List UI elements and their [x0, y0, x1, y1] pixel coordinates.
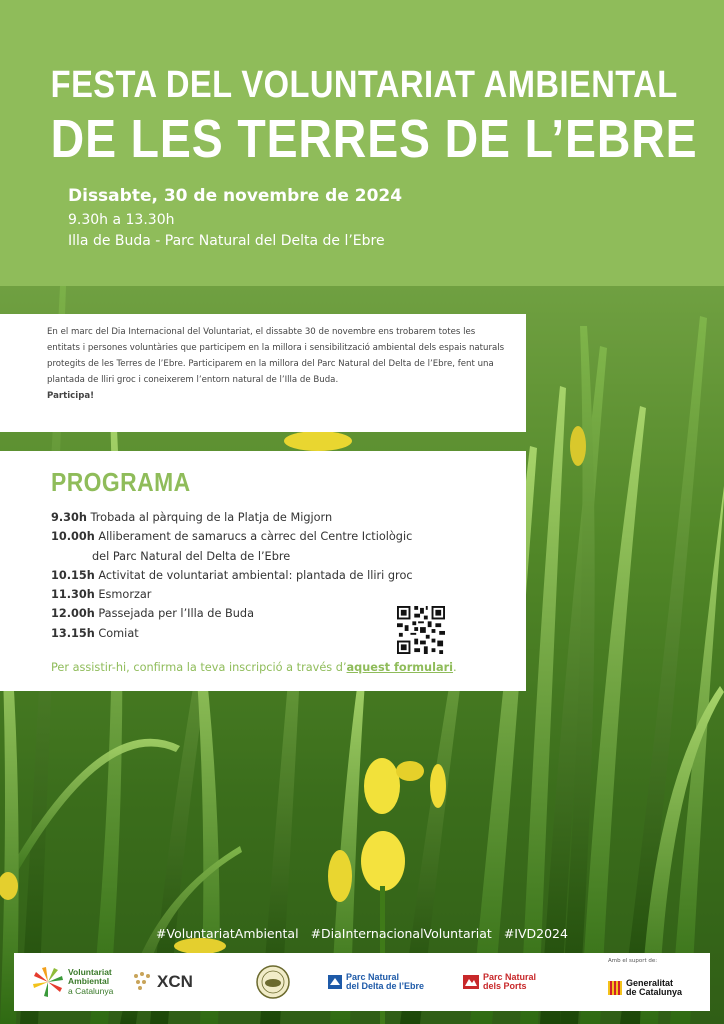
ports-logo-line1: Parc Natural: [483, 971, 537, 982]
program-item-time: 12.00h: [51, 607, 95, 621]
logo-voluntariat-ambiental: [32, 953, 113, 1011]
logo-centre-ictiologic-seal: [256, 953, 290, 1011]
program-title: PROGRAMA: [51, 467, 191, 497]
program-item-time: 13.15h: [51, 626, 95, 640]
voluntariat-logo-line1: Voluntariat: [68, 966, 112, 977]
program-item-text: Passejada per l’Illa de Buda: [98, 607, 254, 621]
generalitat-logo-line2: de Catalunya: [626, 987, 683, 997]
program-item-text: del Parc Natural del Delta de l’Ebre: [92, 549, 291, 563]
event-time: 9.30h a 13.30h: [68, 212, 175, 228]
hashtags: [0, 926, 724, 941]
program-item-time: 9.30h: [51, 511, 87, 524]
xcn-logo-icon: [130, 970, 154, 994]
program-item-time: 10.00h: [51, 530, 95, 544]
delta-logo-line2: del Delta de l’Ebre: [346, 981, 425, 991]
ports-logo-icon: [463, 975, 479, 989]
intro-card: [0, 314, 526, 432]
delta-logo-line1: Parc Natural: [346, 971, 400, 982]
program-item-time: 10.15h: [51, 568, 95, 582]
hashtag: #IVD2024: [503, 926, 568, 941]
voluntariat-logo-line3: a Catalunya: [68, 985, 114, 996]
header-banner: [0, 0, 724, 286]
program-item-text: Trobada al pàrquing de la Platja de Migjorn: [90, 511, 333, 524]
support-label: Amb el suport de:: [608, 958, 658, 964]
fish-seal-icon: [256, 965, 290, 999]
voluntariat-logo-line2: Ambiental: [68, 976, 110, 987]
intro-text: En el marc del Dia Internacional del Voluntariat, el dissabte 30 de novembre ens trobarem totes les entitats i persones voluntàries que participem en la millora i sensibilització ambiental dels espais naturals protegits de les Terres de l’Ebre. Participarem en la millora del Parc Natural del Delta de l’Ebre, fent una plantada de lliri groc i coneixerem l’entorn natural de l’Illa de Buda.: [47, 327, 505, 385]
confirm-text: [51, 661, 457, 674]
event-date: Dissabte, 30 de novembre de 2024: [68, 186, 403, 206]
confirm-prefix: Per assistir-hi, confirma la teva inscripció a través d’: [51, 661, 347, 674]
sunburst-logo-icon: [32, 966, 64, 998]
sponsor-logo-bar: [14, 953, 710, 1011]
program-item-continued: [51, 547, 471, 566]
hashtag: #VoluntariatAmbiental: [156, 926, 299, 941]
program-item: [51, 585, 471, 604]
program-item-time: 11.30h: [51, 588, 95, 602]
ports-logo-line2: dels Ports: [483, 981, 527, 991]
logo-parc-natural-ports: [463, 953, 536, 1011]
program-card: [0, 451, 526, 691]
program-item-text: Comiat: [98, 626, 139, 640]
event-place: Illa de Buda - Parc Natural del Delta de l’Ebre: [68, 233, 385, 249]
logo-parc-natural-delta-ebre: [328, 953, 424, 1011]
registration-form-link[interactable]: aquest formulari: [346, 661, 454, 674]
logo-xcn: [130, 953, 193, 1011]
hashtag: #DiaInternacionalVoluntariat: [310, 926, 492, 941]
program-item-text: Esmorzar: [98, 588, 152, 602]
title-line-1: FESTA DEL VOLUNTARIAT AMBIENTAL: [50, 64, 678, 106]
qr-code[interactable]: [397, 606, 445, 654]
program-item-text: Activitat de voluntariat ambiental: plantada de lliri groc: [98, 568, 413, 582]
title-line-2: DE LES TERRES DE L’EBRE: [50, 109, 698, 169]
logo-generalitat: [608, 959, 682, 1017]
generalitat-logo-line1: Generalitat: [626, 977, 674, 988]
participa-cta: Participa!: [47, 391, 95, 401]
xcn-logo-text: XCN: [157, 972, 193, 991]
senyera-icon: [608, 981, 622, 995]
confirm-suffix: .: [453, 661, 457, 674]
program-item: [51, 527, 471, 546]
program-item-text: Alliberament de samarucs a càrrec del Centre Ictiològic: [98, 530, 413, 544]
delta-logo-icon: [328, 975, 342, 989]
program-item: [51, 566, 471, 585]
program-item: [51, 508, 471, 527]
